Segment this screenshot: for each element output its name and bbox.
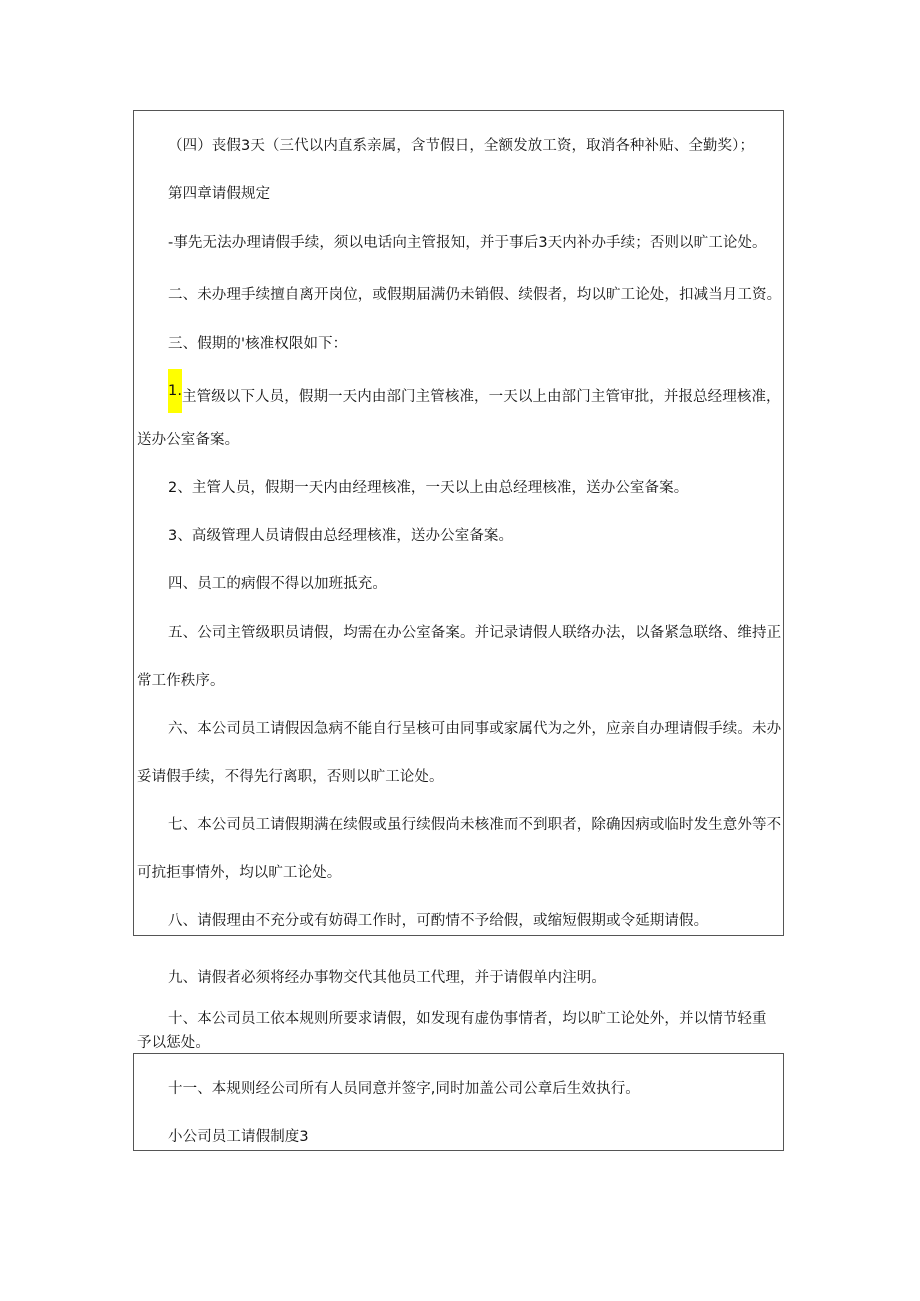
paragraph-rule-10-cont: 予以惩处。 — [137, 1035, 210, 1051]
paragraph-rule-7-cont: 可抗拒事情外，均以旷工论处。 — [137, 865, 342, 881]
chapter-heading: 第四章请假规定 — [168, 186, 271, 202]
paragraph-rule-8: 八、请假理由不充分或有妨碍工作时，可酌情不予给假，或缩短假期或令延期请假。 — [168, 913, 709, 929]
section-title: 小公司员工请假制度3 — [168, 1129, 309, 1145]
paragraph-item-2: 2、主管人员，假期一天内由经理核准，一天以上由总经理核准，送办公室备案。 — [168, 480, 689, 496]
paragraph-rule-10: 十、本公司员工依本规则所要求请假，如发现有虚伪事情者，均以旷工论处外，并以情节轻重 — [168, 1011, 767, 1027]
paragraph-rule-3: 三、假期的'核准权限如下： — [168, 336, 348, 352]
paragraph-rule-5-cont: 常工作秩序。 — [137, 673, 225, 689]
highlighted-number: 1. — [168, 369, 182, 413]
paragraph-rule-11: 十一、本规则经公司所有人员同意并签字,同时加盖公司公章后生效执行。 — [168, 1081, 640, 1097]
paragraph-rule-5: 五、公司主管级职员请假，均需在办公室备案。并记录请假人联络办法，以备紧急联络、维持正 — [168, 625, 782, 641]
paragraph-rule-6: 六、本公司员工请假因急病不能自行呈核可由同事或家属代为之外，应亲自办理请假手续。未办 — [168, 721, 782, 737]
paragraph-rule-4: 四、员工的病假不得以加班抵充。 — [168, 576, 387, 592]
item-1-text: 主管级以下人员，假期一天内由部门主管核准，一天以上由部门主管审批，并报总经理核准， — [182, 389, 781, 405]
paragraph-rule-2: 二、未办理手续擅自离开岗位，或假期届满仍未销假、续假者，均以旷工论处，扣减当月工资。 — [168, 287, 782, 303]
paragraph-rule-7: 七、本公司员工请假期满在续假或虽行续假尚未核准而不到职者，除确因病或临时发生意外等不 — [168, 817, 782, 833]
paragraph-item-1-cont: 送办公室备案。 — [137, 432, 240, 448]
paragraph-funeral-leave: （四）丧假3天（三代以内直系亲属，含节假日，全额发放工资，取消各种补贴、全勤奖）； — [168, 138, 755, 154]
paragraph-rule-9: 九、请假者必须将经办事物交代其他员工代理，并于请假单内注明。 — [168, 970, 606, 986]
paragraph-rule-1: -事先无法办理请假手续，须以电话向主管报知，并于事后3天内补办手续；否则以旷工论处。 — [168, 235, 767, 251]
paragraph-item-1 — [168, 381, 781, 413]
paragraph-item-3: 3、高级管理人员请假由总经理核准，送办公室备案。 — [168, 528, 514, 544]
paragraph-rule-6-cont: 妥请假手续，不得先行离职，否则以旷工论处。 — [137, 769, 444, 785]
